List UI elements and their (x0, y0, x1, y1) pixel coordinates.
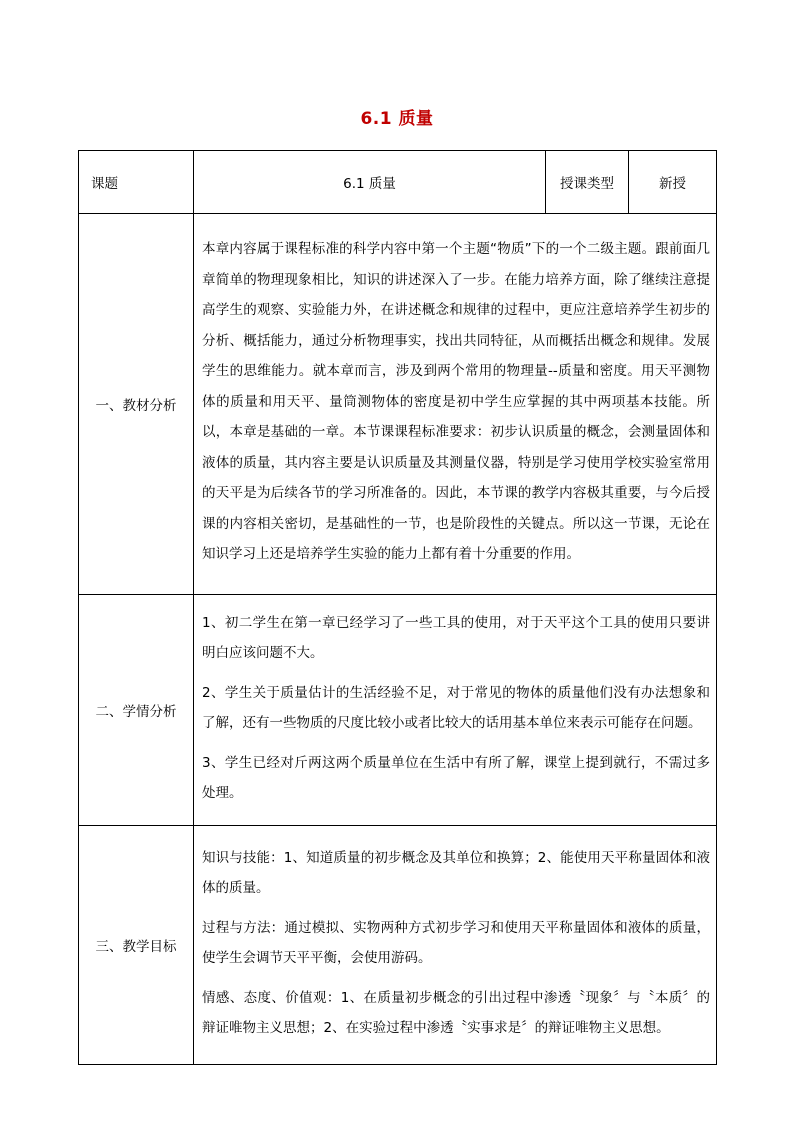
paragraph: 知识与技能：1、知道质量的初步概念及其单位和换算；2、能使用天平称量固体和液体的质量。 (202, 849, 710, 896)
paragraph: 情感、态度、价值观：1、在质量初步概念的引出过程中渗透〝现象〞与〝本质〞的辩证唯物主义思想；2、在实验过程中渗透〝实事求是〞的辩证唯物主义思想。 (202, 989, 710, 1036)
section-label: 一、教材分析 (79, 214, 194, 595)
lesson-plan-table (78, 150, 717, 1065)
section-label: 二、学情分析 (79, 595, 194, 826)
section-content (194, 595, 717, 826)
topic-label-cell: 课题 (79, 151, 194, 214)
section-row (79, 595, 717, 826)
paragraph: 本章内容属于课程标准的科学内容中第一个主题“物质”下的一个二级主题。跟前面几章简单的物理现象相比，知识的讲述深入了一步。在能力培养方面，除了继续注意提高学生的观察、实验能力外，在讲述概念和规律的过程中，更应注意培养学生初步的分析、概括能力，通过分析物理事实，找出共同特征，从而概括出概念和规律。发展学生的思维能力。就本章而言，涉及到两个常用的物理量--质量和密度。用天平测物体的质量和用天平、量筒测物体的密度是初中学生应掌握的其中两项基本技能。所以，本章是基础的一章。本节课课程标准要求：初步认识质量的概念，会测量固体和液体的质量，其内容主要是认识质量及其测量仪器，特别是学习使用学校实验室常用的天平是为后续各节的学习所准备的。因此，本节课的教学内容极其重要，与今后授课的内容相关密切，是基础性的一节，也是阶段性的关键点。所以这一节课，无论在知识学习上还是培养学生实验的能力上都有着十分重要的作用。 (202, 241, 710, 563)
document-title: 6.1 质量 (360, 109, 434, 129)
topic-value-cell: 6.1 质量 (194, 151, 546, 214)
section-content (194, 214, 717, 595)
section-row (79, 214, 717, 595)
paragraph: 3、学生已经对斤两这两个质量单位在生活中有所了解，课堂上提到就行，不需过多处理。 (202, 754, 710, 801)
lesson-type-value-cell: 新授 (629, 151, 717, 214)
section-row (79, 826, 717, 1065)
paragraph: 2、学生关于质量估计的生活经验不足，对于常见的物体的质量他们没有办法想象和了解，还有一些物质的尺度比较小或者比较大的话用基本单位来表示可能存在问题。 (202, 684, 710, 731)
section-label: 三、教学目标 (79, 826, 194, 1065)
section-content (194, 826, 717, 1065)
paragraph: 过程与方法：通过模拟、实物两种方式初步学习和使用天平称量固体和液体的质量，使学生会调节天平平衡，会使用游码。 (202, 919, 710, 966)
lesson-type-label-cell: 授课类型 (546, 151, 629, 214)
header-row (79, 151, 717, 214)
paragraph: 1、初二学生在第一章已经学习了一些工具的使用，对于天平这个工具的使用只要讲明白应该问题不大。 (202, 614, 710, 661)
